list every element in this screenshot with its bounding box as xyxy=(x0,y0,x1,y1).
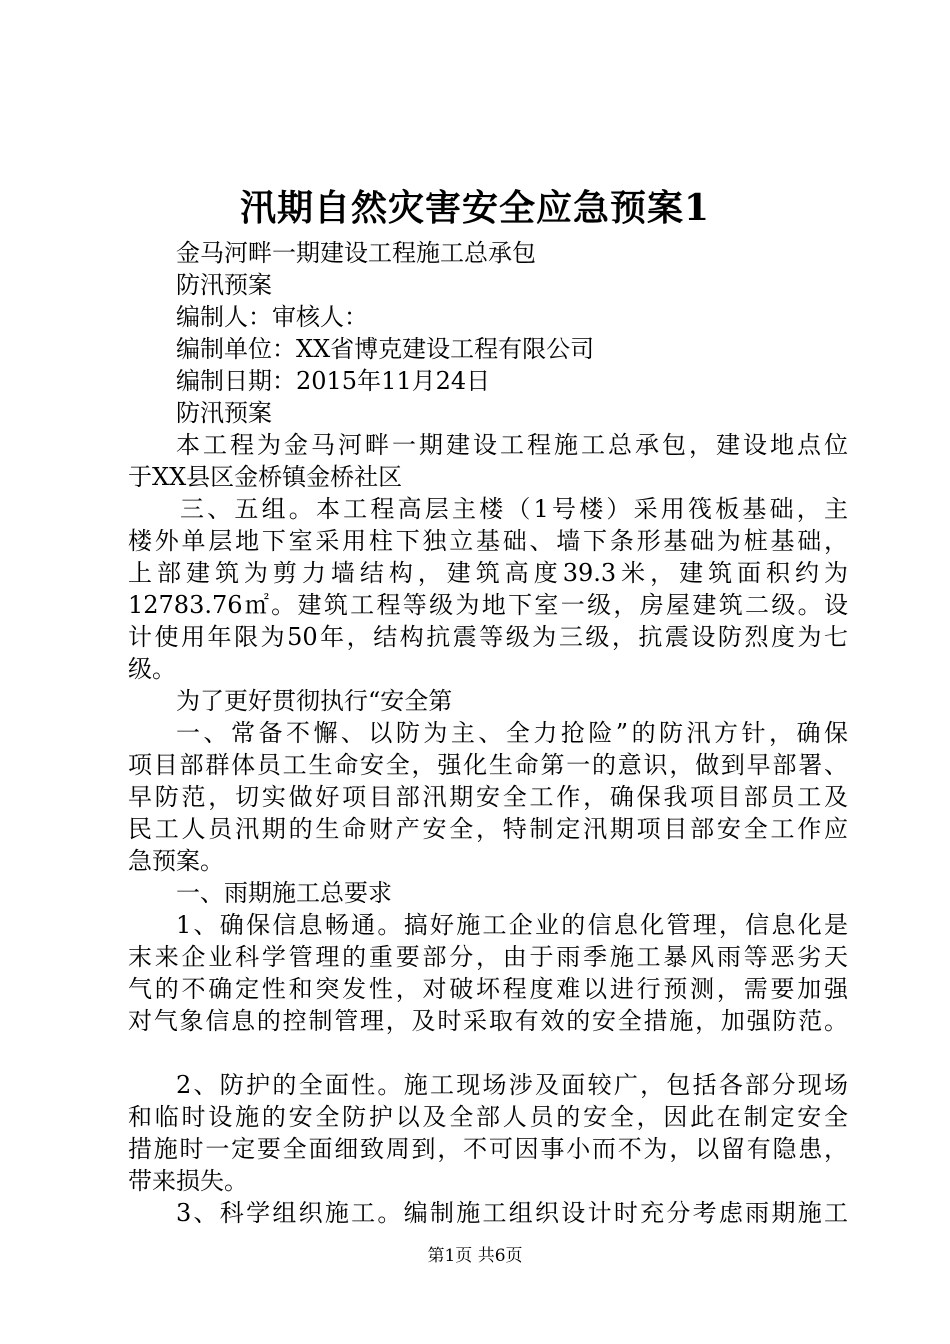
text-line: 上部建筑为剪力墙结构，建筑高度39.3米，建筑面积约为 xyxy=(128,559,848,587)
text-line: 编制人：审核人： xyxy=(176,303,368,331)
text-line: 12783.76㎡。建筑工程等级为地下室一级，房屋建筑二级。设 xyxy=(128,591,848,619)
text-line: 计使用年限为50年，结构抗震等级为三级，抗震设防烈度为七 xyxy=(128,623,848,651)
text-line: 1、确保信息畅通。搞好施工企业的信息化管理，信息化是 xyxy=(176,911,848,939)
text-line: 编制日期：2015年11月24日 xyxy=(176,367,491,395)
text-line: 三、五组。本工程高层主楼（1号楼）采用筏板基础，主 xyxy=(180,495,848,523)
text-line: 为了更好贯彻执行“安全第 xyxy=(176,687,453,715)
text-line: 防汛预案 xyxy=(176,399,272,427)
text-line: 本工程为金马河畔一期建设工程施工总承包，建设地点位 xyxy=(176,431,848,459)
text-line: 民工人员汛期的生命财产安全，特制定汛期项目部安全工作应 xyxy=(128,815,848,843)
text-line: 楼外单层地下室采用柱下独立基础、墙下条形基础为桩基础， xyxy=(128,527,848,555)
text-line: 末来企业科学管理的重要部分，由于雨季施工暴风雨等恶劣天 xyxy=(128,943,848,971)
document-title: 汛期自然灾害安全应急预案1 xyxy=(239,187,711,229)
text-line: 急预案。 xyxy=(128,847,224,875)
document-body xyxy=(128,237,848,1229)
text-line: 金马河畔一期建设工程施工总承包 xyxy=(176,239,536,267)
text-line: 防汛预案 xyxy=(176,271,272,299)
text-line: 带来损失。 xyxy=(128,1167,248,1195)
text-line: 一、雨期施工总要求 xyxy=(176,879,392,907)
text-line: 措施时一定要全面细致周到，不可因事小而不为，以留有隐患， xyxy=(128,1135,848,1163)
blank-line xyxy=(128,1037,848,1069)
text-line: 一、常备不懈、以防为主、全力抢险”的防汛方针，确保 xyxy=(176,719,848,747)
text-line: 和临时设施的安全防护以及全部人员的安全，因此在制定安全 xyxy=(128,1103,848,1131)
text-line: 级。 xyxy=(128,655,176,683)
text-line: 3、科学组织施工。编制施工组织设计时充分考虑雨期施工 xyxy=(176,1199,848,1227)
text-line: 早防范，切实做好项目部汛期安全工作，确保我项目部员工及 xyxy=(128,783,848,811)
text-line: 对气象信息的控制管理，及时采取有效的安全措施，加强防范。 xyxy=(128,1007,848,1035)
text-line: 2、防护的全面性。施工现场涉及面较广，包括各部分现场 xyxy=(176,1071,848,1099)
page-footer: 第1页 共6页 xyxy=(427,1246,523,1266)
text-line: 项目部群体员工生命安全，强化生命第一的意识，做到早部署、 xyxy=(128,751,848,779)
text-line: 于XX县区金桥镇金桥社区 xyxy=(128,463,403,491)
text-line: 气的不确定性和突发性，对破坏程度难以进行预测，需要加强 xyxy=(128,975,848,1003)
text-line: 编制单位：XX省博克建设工程有限公司 xyxy=(176,335,595,363)
